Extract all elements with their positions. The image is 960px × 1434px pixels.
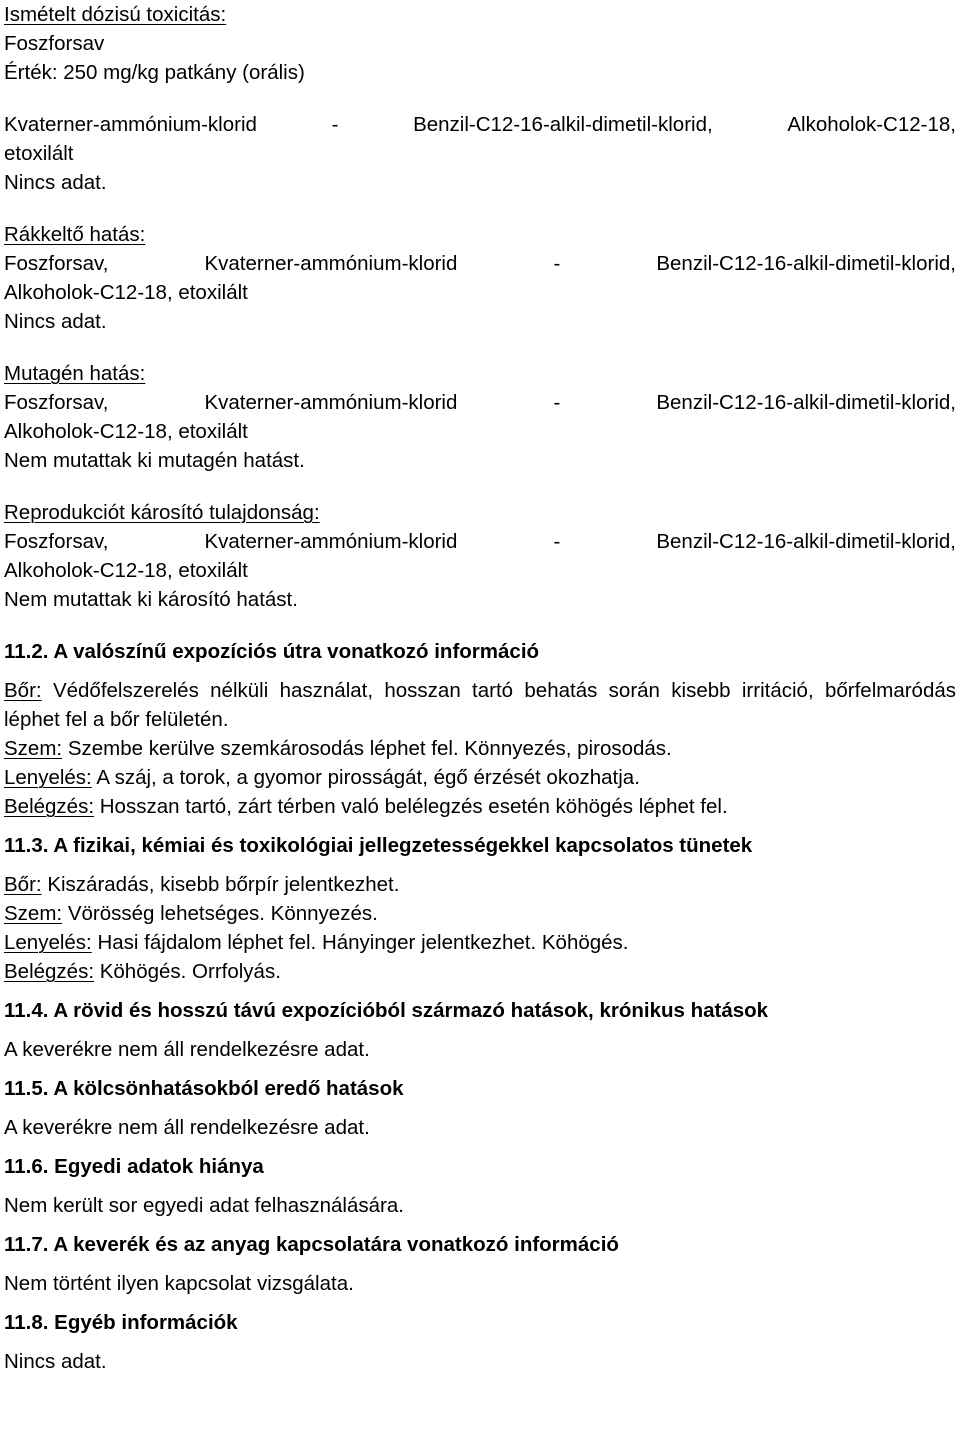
spacer (4, 1298, 956, 1308)
item-text: Szembe kerülve szemkárosodás léphet fel. Könnyezés, pirosodás. (67, 737, 672, 760)
substance-part: Benzil-C12-16-alkil-dimetil-klorid, (656, 391, 956, 414)
substance-part: Benzil-C12-16-alkil-dimetil-klorid, (656, 530, 956, 553)
item-text: Hasi fájdalom léphet fel. Hányinger jelentkezhet. Köhögés. (97, 931, 629, 954)
result-text: Nem mutattak ki mutagén hatást. (4, 449, 305, 472)
section-heading: 11.2. A valószínű expozíciós útra vonatkozó információ (4, 640, 540, 663)
substance-part: Foszforsav, (4, 252, 109, 275)
substance-part: Kvaterner-ammónium-klorid (204, 391, 458, 414)
section-title: Ismételt dózisú toxicitás: (4, 3, 227, 26)
section-repeated-dose-toxicity (4, 0, 956, 197)
substance-list-line: Alkoholok-C12-18, etoxilált (4, 281, 248, 304)
item-text: Hosszan tartó, zárt térben való belélegzés esetén köhögés léphet fel. (99, 795, 728, 818)
spacer (4, 1259, 956, 1269)
section-text: Nem történt ilyen kapcsolat vizsgálata. (4, 1272, 354, 1295)
spacer (4, 1337, 956, 1347)
section-11-8 (4, 1308, 956, 1376)
spacer (4, 614, 956, 637)
substance-part: Alkoholok-C12-18, (787, 113, 956, 136)
substance-part: Benzil-C12-16-alkil-dimetil-klorid, (413, 113, 713, 136)
section-11-7 (4, 1230, 956, 1298)
section-mutagenic (4, 359, 956, 475)
section-title: Mutagén hatás: (4, 362, 146, 385)
section-heading: 11.3. A fizikai, kémiai és toxikológiai jellegzetességekkel kapcsolatos tünetek (4, 834, 753, 857)
section-text: A keverékre nem áll rendelkezésre adat. (4, 1116, 370, 1139)
section-11-4 (4, 996, 956, 1064)
result-text: Nincs adat. (4, 171, 107, 194)
section-carcinogenic (4, 220, 956, 336)
item-label: Szem: (4, 902, 63, 925)
substance-part: - (553, 391, 561, 414)
item-text: Kiszáradás, kisebb bőrpír jelentkezhet. (47, 873, 400, 896)
inhalation-exposure-item (4, 792, 956, 821)
item-text: A száj, a torok, a gyomor pirosságát, égő érzését okozhatja. (96, 766, 640, 789)
item-label: Belégzés: (4, 795, 95, 818)
section-heading: 11.8. Egyéb információk (4, 1311, 238, 1334)
spacer (4, 1142, 956, 1152)
spacer (4, 1220, 956, 1230)
substance-part: - (553, 530, 561, 553)
item-label: Bőr: (4, 873, 42, 896)
spacer (4, 475, 956, 498)
substance-part: Foszforsav, (4, 391, 109, 414)
spacer (4, 1025, 956, 1035)
item-label: Lenyelés: (4, 931, 92, 954)
substance-part: - (331, 113, 339, 136)
item-label: Belégzés: (4, 960, 95, 983)
result-text: Nincs adat. (4, 310, 107, 333)
ingestion-exposure-item (4, 763, 956, 792)
item-label: Lenyelés: (4, 766, 92, 789)
section-text: Nem került sor egyedi adat felhasználására. (4, 1194, 404, 1217)
section-heading: 11.4. A rövid és hosszú távú expozícióból származó hatások, krónikus hatások (4, 999, 769, 1022)
section-11-6 (4, 1152, 956, 1220)
inhalation-symptom-item (4, 957, 956, 986)
section-title: Rákkeltő hatás: (4, 223, 146, 246)
eye-exposure-item (4, 734, 956, 763)
section-title: Reprodukciót károsító tulajdonság: (4, 501, 320, 524)
section-11-5 (4, 1074, 956, 1142)
spacer (4, 666, 956, 676)
substance-list-line: Alkoholok-C12-18, etoxilált (4, 420, 248, 443)
document-page (4, 0, 956, 1376)
substance-list-line (4, 110, 956, 139)
item-text: Köhögés. Orrfolyás. (99, 960, 281, 983)
substance-list-line (4, 249, 956, 278)
spacer (4, 821, 956, 831)
section-reproductive-toxicity (4, 498, 956, 614)
skin-symptom-item (4, 870, 956, 899)
substance-part: Kvaterner-ammónium-klorid (4, 113, 257, 136)
substance-part: Kvaterner-ammónium-klorid (204, 530, 458, 553)
section-text: Nincs adat. (4, 1350, 107, 1373)
section-heading: 11.5. A kölcsönhatásokból eredő hatások (4, 1077, 404, 1100)
substance-part: - (553, 252, 561, 275)
section-11-3 (4, 831, 956, 986)
spacer (4, 1103, 956, 1113)
ingestion-symptom-item (4, 928, 956, 957)
substance-list-line: Alkoholok-C12-18, etoxilált (4, 559, 248, 582)
skin-exposure-item (4, 676, 956, 734)
section-heading: 11.7. A keverék és az anyag kapcsolatára vonatkozó információ (4, 1233, 619, 1256)
substance-list-line (4, 527, 956, 556)
spacer (4, 336, 956, 359)
section-heading: 11.6. Egyedi adatok hiánya (4, 1155, 264, 1178)
spacer (4, 1064, 956, 1074)
item-text: Vörösség lehetséges. Könnyezés. (67, 902, 378, 925)
spacer (4, 1181, 956, 1191)
substance-part: Benzil-C12-16-alkil-dimetil-klorid, (656, 252, 956, 275)
item-text: Védőfelszerelés nélküli használat, hosszan tartó behatás során kisebb irritáció, bőrfelmaródás léphet fel a bőr felületén. (4, 679, 956, 731)
result-text: Nem mutattak ki károsító hatást. (4, 588, 298, 611)
section-11-2 (4, 637, 956, 821)
substance-part: Foszforsav, (4, 530, 109, 553)
substance-list-line: etoxilált (4, 142, 74, 165)
item-label: Szem: (4, 737, 63, 760)
spacer (4, 860, 956, 870)
toxicity-value: Érték: 250 mg/kg patkány (orális) (4, 61, 305, 84)
spacer (4, 986, 956, 996)
spacer (4, 87, 956, 110)
substance-list-line (4, 388, 956, 417)
spacer (4, 197, 956, 220)
eye-symptom-item (4, 899, 956, 928)
substance-part: Kvaterner-ammónium-klorid (204, 252, 458, 275)
section-text: A keverékre nem áll rendelkezésre adat. (4, 1038, 370, 1061)
substance-name: Foszforsav (4, 32, 105, 55)
item-label: Bőr: (4, 679, 42, 702)
